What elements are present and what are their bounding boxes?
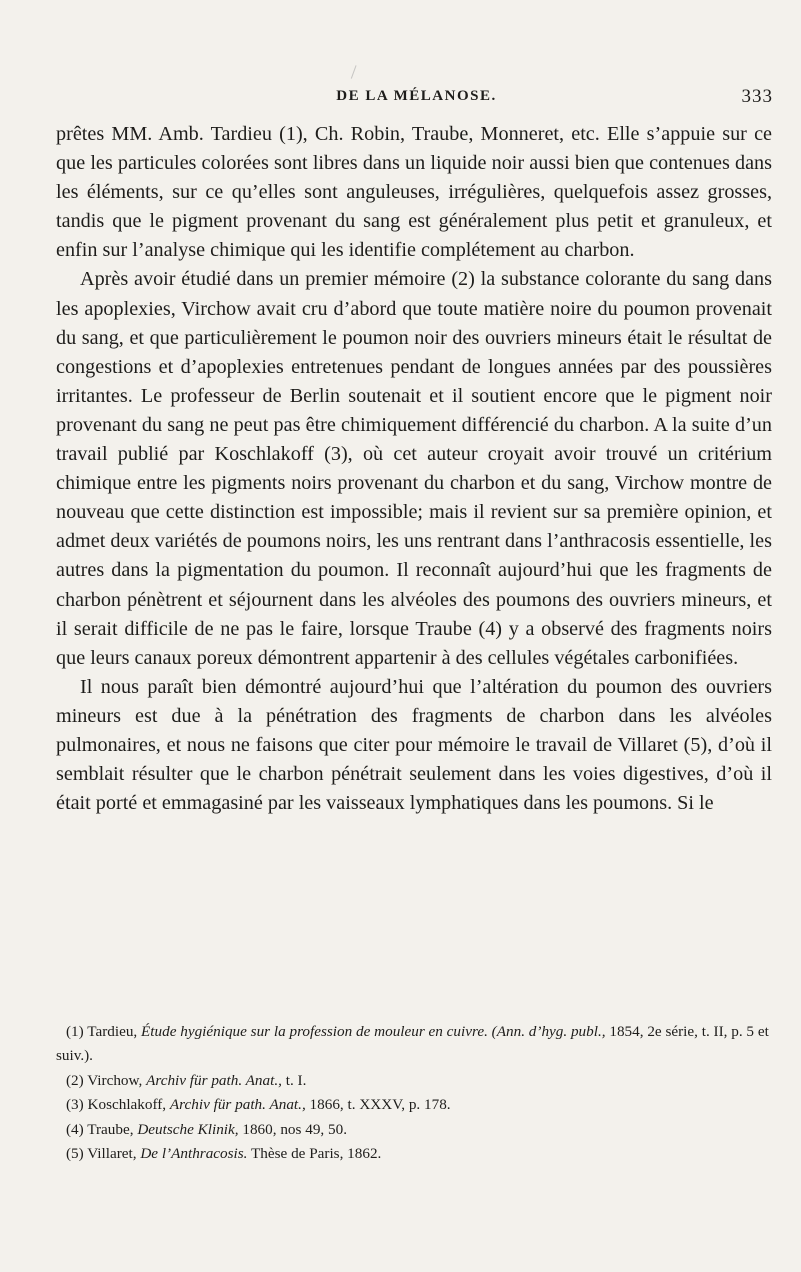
footnote-rest: 1860, nos 49, 50. (242, 1120, 347, 1138)
running-head (60, 88, 773, 112)
paper-mark (351, 65, 362, 81)
footnote-marker: (4) (66, 1120, 84, 1138)
footnote-rest: t. I. (285, 1071, 307, 1089)
footnote-title: Étude hygiénique sur la profession de mouleur en cuivre. (141, 1023, 488, 1040)
footnote-marker: (1) (66, 1023, 84, 1040)
footnote-author: Tardieu, (87, 1023, 138, 1040)
footnote-title: Deutsche Klinik, (137, 1120, 239, 1138)
footnote-marker: (2) (66, 1071, 84, 1089)
paragraph-1: prêtes MM. Amb. Tardieu (1), Ch. Robin, Traube, Monneret, etc. Elle s’appuie sur ce que les particules colorées sont libres dans un liquide noir aussi bien que contenues dans les éléments, sur ce qu’elles sont anguleuses, irrégulières, quelquefois assez grosses, tandis que le pigment provenant du sang est généralement plus petit et granuleux, et enfin sur l’analyse chimique qui les identifie complétement au charbon. (56, 123, 772, 262)
footnote-author: Virchow, (87, 1071, 143, 1089)
footnote-rest: 1866, t. XXXV, p. 178. (309, 1096, 451, 1114)
paragraph-2: Après avoir étudié dans un premier mémoire (2) la substance colorante du sang dans les apoplexies, Virchow avait cru d’abord que toute matière noire du poumon provenait du sang, et que particulièrement le poumon noir des ouvriers mineurs était le résultat de congestions et d’apoplexies entretenues pendant de longues années par des poussières irritantes. Le professeur de Berlin soutenait et il soutient encore que le pigment noir provenant du sang ne peut pas être chimiquement différencié du charbon. A la suite d’un travail publié par Koschlakoff (3), où cet auteur croyait avoir trouvé un critérium chimique entre les pigments noirs provenant du charbon et du sang, Virchow montre de nouveau que cette distinction est impossible; mais il revient sur sa première opinion, et admet deux variétés de poumons noirs, les uns rentrant dans l’anthracosis essentielle, les autres dans la pigmentation du poumon. Il reconnaît aujourd’hui que les fragments de charbon pénètrent et séjournent dans les alvéoles des poumons des ouvriers mineurs, et il serait difficile de ne pas le faire, lorsque Traube (4) y a observé des fragments noirs que leurs canaux poreux démontrent appartenir à des cellules végétales carbonifiées. (56, 268, 772, 669)
page-number: 333 (741, 86, 773, 107)
footnote-marker: (5) (66, 1145, 84, 1163)
body-text (56, 120, 772, 818)
footnote-1 (56, 1020, 772, 1069)
footnote-3 (56, 1093, 772, 1117)
footnote-author: Koschlakoff, (87, 1096, 167, 1114)
footnote-marker: (3) (66, 1096, 84, 1114)
footnotes (56, 1020, 772, 1166)
paragraph-3: Il nous paraît bien démontré aujourd’hui que l’altération du poumon des ouvriers mineurs est due à la pénétration des fragments de charbon dans les alvéoles pulmonaires, et nous ne faisons que citer pour mémoire le travail de Villaret (5), d’où il semblait résulter que le charbon pénétrait seulement dans les voies digestives, d’où il était porté et emmagasiné par les vaisseaux lymphatiques dans les poumons. Si le (56, 675, 772, 815)
footnote-rest: 1854, 2e série, t. II, p. 5 et suiv.). (56, 1023, 769, 1065)
footnote-title: Archiv für path. Anat., (146, 1071, 282, 1089)
footnote-rest: Thèse de Paris, 1862. (251, 1145, 382, 1163)
footnote-author: Villaret, (87, 1145, 137, 1163)
footnote-title: Archiv für path. Anat., (169, 1096, 306, 1114)
footnote-4 (56, 1118, 772, 1142)
footnote-journal: (Ann. d’hyg. publ., (491, 1023, 606, 1040)
footnote-5 (56, 1142, 772, 1166)
footnote-2 (56, 1069, 772, 1093)
running-title: DE LA MÉLANOSE. (336, 88, 497, 104)
footnote-author: Traube, (87, 1120, 134, 1138)
footnote-title: De l’Anthracosis. (140, 1145, 248, 1163)
